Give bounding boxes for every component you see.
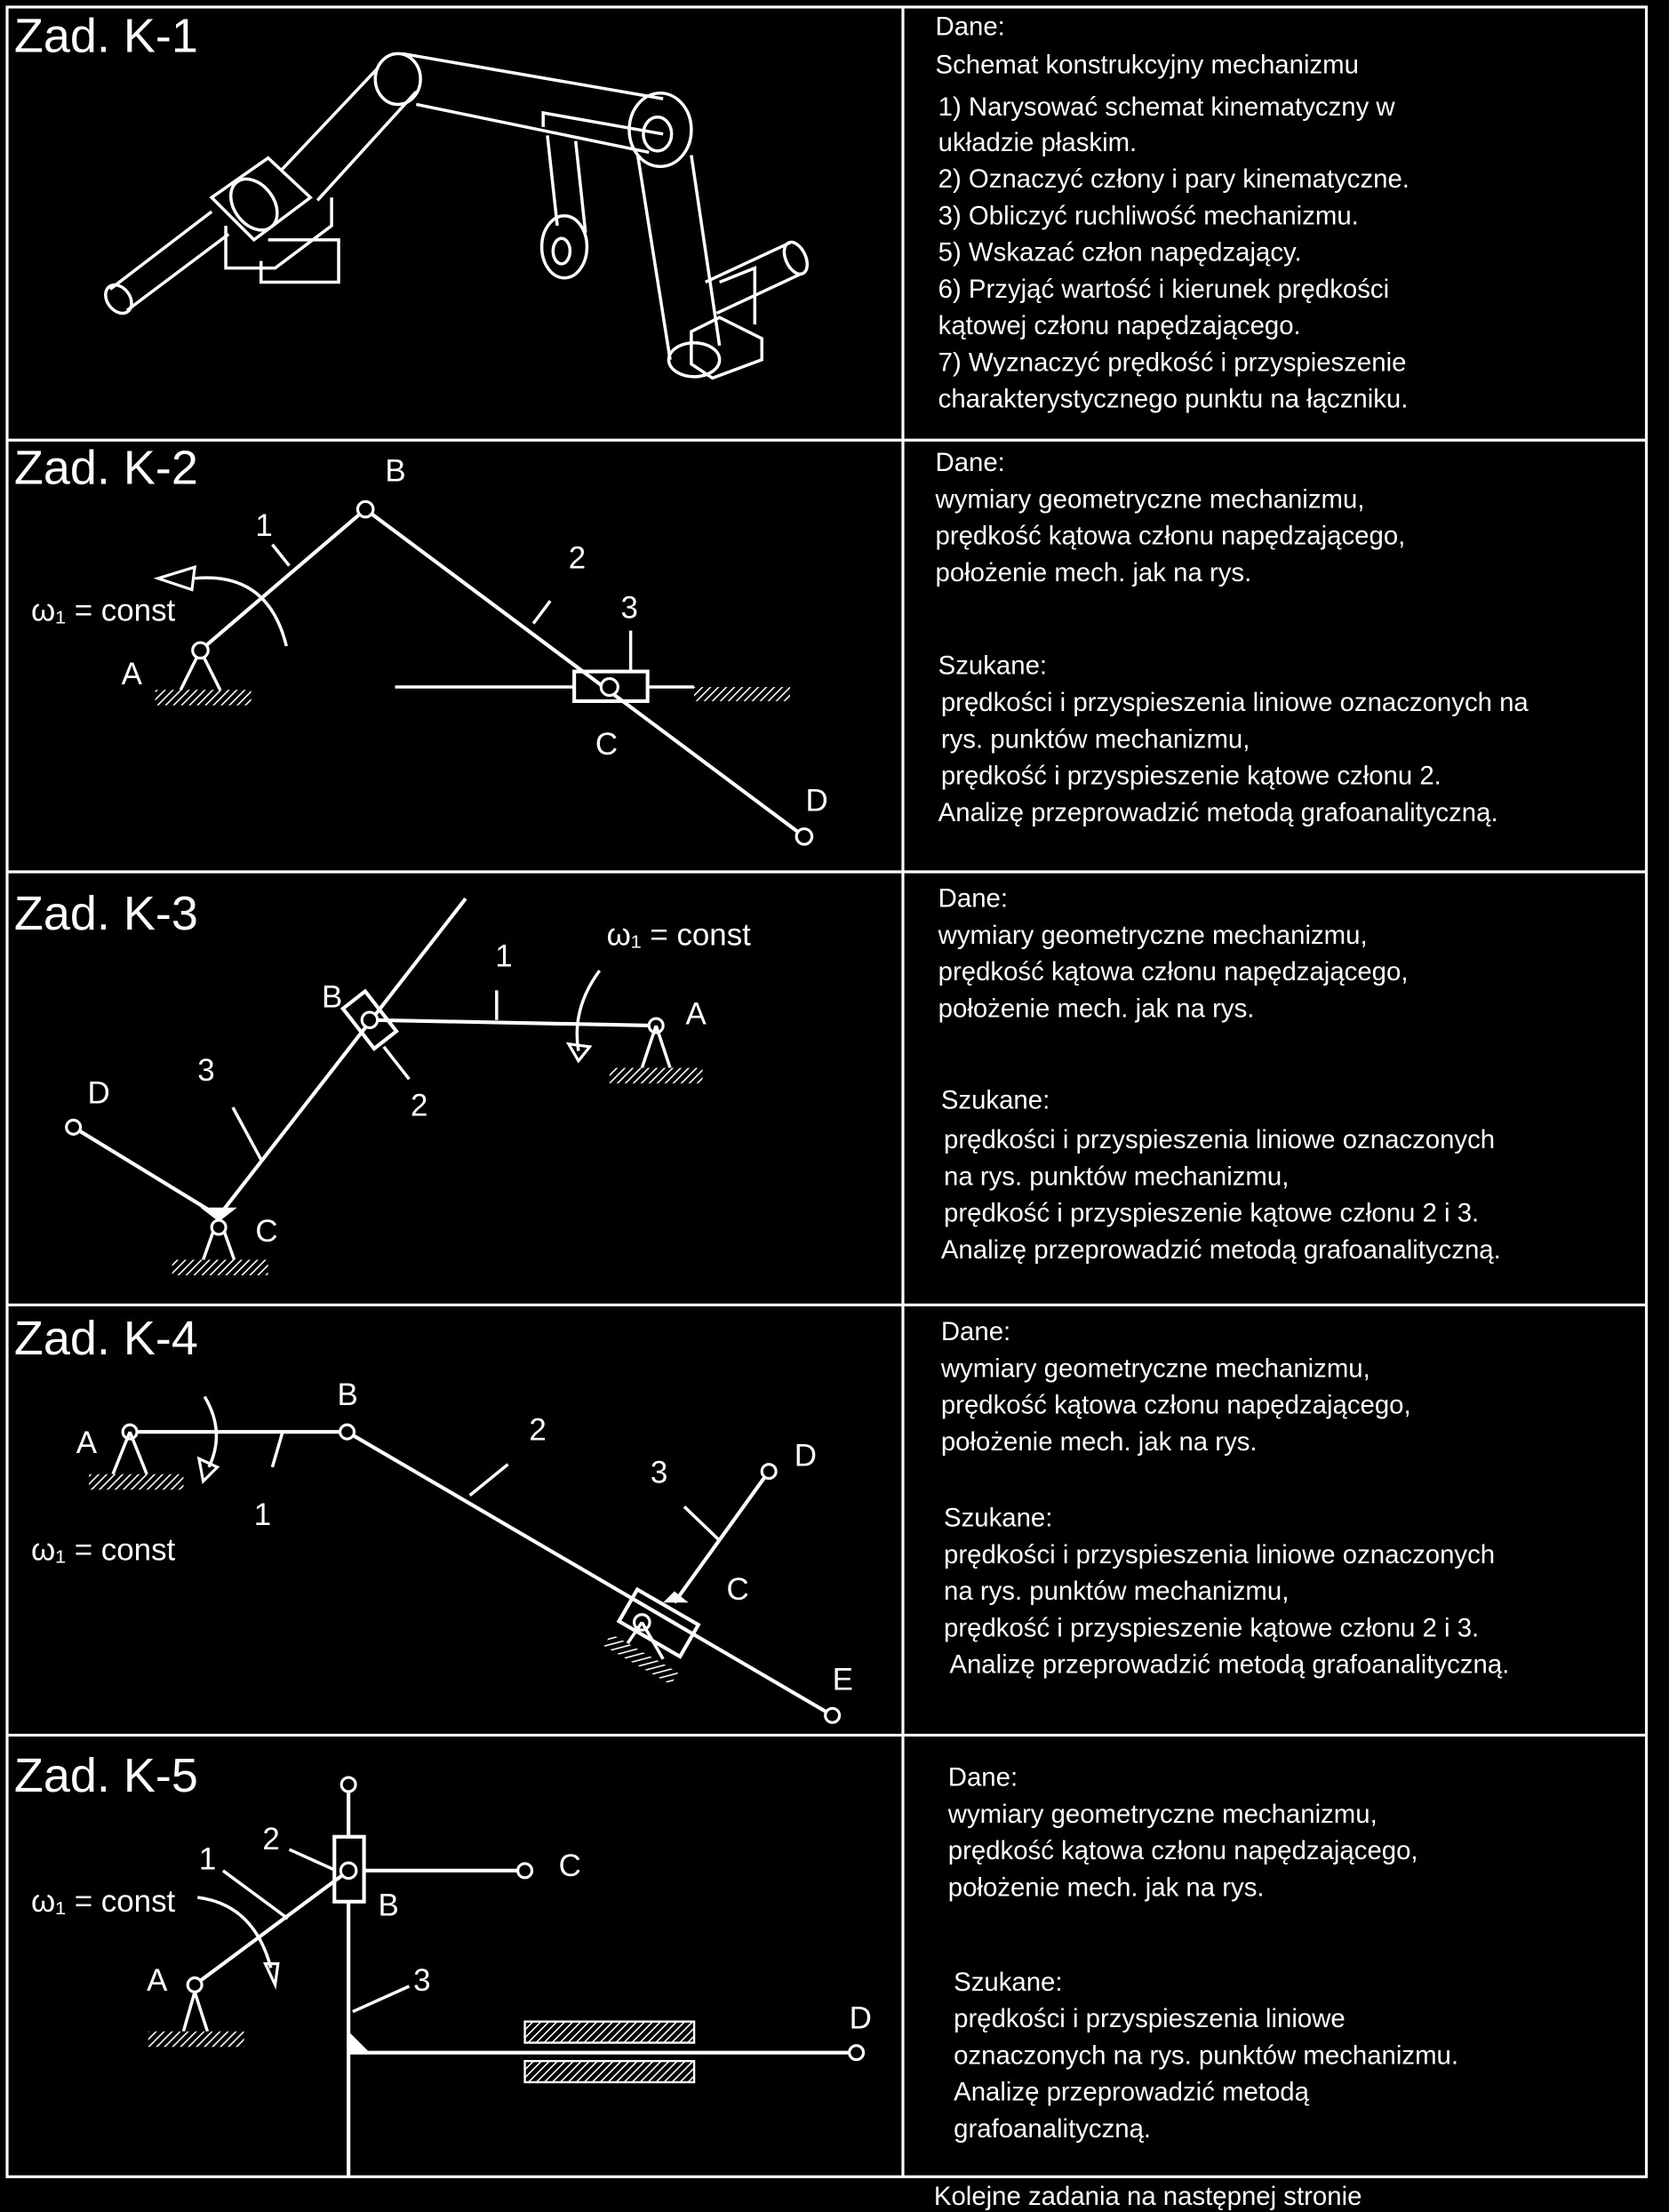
footer-note: Kolejne zadania na następnej stronie xyxy=(933,2182,1362,2212)
text-label: Schemat konstrukcyjny mechanizmu xyxy=(935,50,1359,80)
text-label: C xyxy=(726,1572,749,1608)
text-label: 3 xyxy=(197,1052,215,1088)
diagram-stroke xyxy=(569,1044,590,1061)
text-label: E xyxy=(832,1662,853,1697)
text-label: 3 xyxy=(650,1455,668,1490)
diagram-stroke xyxy=(553,238,570,264)
diagram-stroke xyxy=(525,2061,694,2082)
text-label: 1 xyxy=(253,1497,272,1532)
diagram-stroke xyxy=(199,1458,218,1481)
task-title-k3: Zad. K-3 xyxy=(13,887,198,941)
text-label: 7) Wyznaczyć prędkość i przyspieszenie xyxy=(938,347,1407,378)
diagram-stroke xyxy=(353,1986,409,2012)
text-label: B xyxy=(321,979,343,1015)
text-label: Analizę przeprowadzić metodą grafoanalityczną. xyxy=(949,1649,1510,1680)
diagram-stroke xyxy=(518,1864,532,1878)
diagram-stroke xyxy=(172,1260,268,1275)
diagram-stroke xyxy=(341,1777,355,1792)
diagram-stroke xyxy=(603,1633,678,1684)
diagram-stroke xyxy=(283,68,417,200)
diagram-stroke xyxy=(212,158,331,268)
diagram-stroke xyxy=(638,156,720,360)
diagram-stroke xyxy=(684,1506,720,1540)
diagram-stroke xyxy=(89,1474,183,1489)
text-label: 1) Narysować schemat kinematyczny w xyxy=(938,92,1395,123)
diagram-stroke xyxy=(542,216,587,278)
text-label: C xyxy=(255,1213,278,1249)
text-label: prędkość kątowa członu napędzającego, xyxy=(938,957,1409,987)
diagram-stroke xyxy=(610,1068,703,1083)
text-label: Dane: xyxy=(947,1762,1018,1793)
text-label: D xyxy=(849,2000,872,2036)
text-label: prędkość i przyspieszenie kątowe członu 2. xyxy=(940,761,1441,791)
text-label: 1 xyxy=(198,1841,217,1877)
text-label: Analizę przeprowadzić metodą grafoanalityczną. xyxy=(940,1234,1501,1265)
task-title-k1: Zad. K-1 xyxy=(13,9,198,63)
text-label: wymiary geometryczne mechanizmu, xyxy=(935,484,1365,515)
text-label: C xyxy=(595,727,619,763)
task-title-k2: Zad. K-2 xyxy=(13,441,198,495)
text-label: prędkości i przyspieszenia liniowe oznaczonych xyxy=(944,1539,1496,1569)
text-label: Szukane: xyxy=(938,651,1048,681)
diagram-stroke xyxy=(402,53,663,152)
text-label: wymiary geometryczne mechanizmu, xyxy=(938,920,1368,950)
diagram-stroke xyxy=(668,343,719,377)
ground-hatch xyxy=(694,687,790,701)
text-label: Szukane: xyxy=(944,1503,1053,1533)
diagram-stroke xyxy=(601,679,618,696)
diagram-stroke xyxy=(525,2022,694,2043)
text-label: prędkość kątowa członu napędzającego, xyxy=(947,1836,1418,1866)
diagram-stroke xyxy=(663,1592,689,1603)
text-label: oznaczonych na rys. punktów mechanizmu. xyxy=(954,2040,1459,2071)
k1-description xyxy=(935,12,1409,414)
text-label: prędkości i przyspieszenia liniowe oznaczonych na xyxy=(940,688,1529,718)
link-3 xyxy=(219,898,466,1216)
diagram-stroke xyxy=(375,53,420,104)
diagram-stroke xyxy=(826,1708,840,1722)
text-label: prędkość i przyspieszenie kątowe członu 2 i 3. xyxy=(944,1613,1480,1643)
text-label: wymiary geometryczne mechanizmu, xyxy=(947,1799,1378,1829)
text-label: D xyxy=(87,1075,110,1111)
text-label: na rys. punktów mechanizmu, xyxy=(944,1577,1290,1607)
text-label: D xyxy=(805,783,828,819)
text-label: Dane: xyxy=(935,448,1005,478)
text-label: położenie mech. jak na rys. xyxy=(947,1873,1265,1903)
text-label: Szukane: xyxy=(940,1085,1050,1115)
text-label: 2) Oznaczyć człony i pary kinematyczne. xyxy=(938,164,1409,195)
text-label: Dane: xyxy=(940,1317,1011,1347)
diagram-stroke xyxy=(74,1127,219,1216)
text-label: Szukane: xyxy=(954,1967,1063,1997)
diagram-stroke xyxy=(362,1012,377,1027)
text-label: 2 xyxy=(262,1822,280,1857)
text-label: A xyxy=(76,1425,98,1460)
text-label: 3 xyxy=(620,590,638,626)
text-label: 2 xyxy=(410,1088,428,1123)
diagram-stroke xyxy=(470,1465,508,1496)
task-title-k4: Zad. K-4 xyxy=(13,1311,198,1365)
task-title-k5: Zad. K-5 xyxy=(13,1748,198,1802)
k2-description xyxy=(934,448,1529,827)
text-label: prędkość i przyspieszenie kątowe członu 2 i 3. xyxy=(944,1198,1480,1228)
text-label: położenie mech. jak na rys. xyxy=(938,994,1255,1024)
diagram-stroke xyxy=(762,1465,776,1479)
diagram-k5-mechanism xyxy=(31,1777,872,2176)
text-label: 3 xyxy=(413,1962,431,1998)
text-label: kątowej członu napędzającego. xyxy=(938,311,1301,341)
text-label: 1 xyxy=(255,508,273,544)
diagram-stroke xyxy=(67,1120,81,1134)
k4-description xyxy=(940,1317,1509,1680)
text-label: charakterystycznego punktu na łączniku. xyxy=(938,384,1409,414)
text-label: 1 xyxy=(495,938,513,974)
diagram-stroke xyxy=(212,1220,226,1234)
diagram-stroke xyxy=(148,2032,244,2047)
diagram-stroke xyxy=(691,317,762,378)
text-label: A xyxy=(147,1962,168,1998)
text-label: prędkości i przyspieszenia liniowe xyxy=(954,2004,1346,2034)
diagram-stroke xyxy=(289,1849,332,1869)
diagram-stroke xyxy=(603,1633,678,1684)
diagram-stroke xyxy=(272,1433,282,1467)
diagram-stroke xyxy=(100,280,137,318)
diagram-stroke xyxy=(357,501,372,516)
diagram-k3-mechanism xyxy=(67,898,752,1275)
text-label: D xyxy=(794,1438,817,1473)
text-label: C xyxy=(558,1849,581,1884)
text-label: położenie mech. jak na rys. xyxy=(940,1426,1258,1457)
text-label: prędkość kątowa członu napędzającego, xyxy=(940,1390,1411,1420)
diagram-stroke xyxy=(158,567,195,589)
k5-description xyxy=(947,1763,1458,2144)
text-label: prędkości i przyspieszenia liniowe oznaczonych xyxy=(944,1125,1496,1155)
diagram-stroke xyxy=(850,2046,864,2060)
text-label: Dane: xyxy=(935,12,1005,42)
text-label: 2 xyxy=(529,1412,547,1448)
diagram-stroke xyxy=(221,170,287,238)
text-label: 3) Obliczyć ruchliwość mechanizmu. xyxy=(938,201,1359,231)
ground-hatch xyxy=(156,690,252,705)
diagram-stroke xyxy=(796,829,811,844)
link-2 xyxy=(347,1432,833,1715)
diagram-stroke xyxy=(533,601,550,623)
k3-description xyxy=(938,884,1501,1265)
text-label: 2 xyxy=(568,540,587,576)
text-label: 6) Przyjąć wartość i kierunek prędkości xyxy=(938,274,1390,304)
diagram-stroke xyxy=(348,2032,370,2053)
text-label: grafoanalityczną. xyxy=(954,2113,1152,2144)
diagram-k2-mechanism xyxy=(31,453,828,844)
text-label: Dane: xyxy=(938,883,1009,914)
text-label: A xyxy=(685,996,707,1032)
diagram-stroke xyxy=(183,1992,207,2031)
diagram-stroke xyxy=(193,643,208,658)
text-label: położenie mech. jak na rys. xyxy=(935,557,1252,587)
text-label: A xyxy=(121,656,142,691)
text-label: ω₁ = const xyxy=(30,1532,176,1568)
text-label: prędkość kątowa członu napędzającego, xyxy=(935,521,1406,551)
text-label: ω₁ = const xyxy=(30,1883,176,1919)
text-label: rys. punktów mechanizmu, xyxy=(940,724,1250,755)
diagram-stroke xyxy=(340,1425,355,1439)
link-3 xyxy=(675,1472,769,1603)
diagram-stroke xyxy=(384,1047,410,1080)
text-label: B xyxy=(337,1378,358,1413)
text-label: wymiary geometryczne mechanizmu, xyxy=(940,1354,1370,1384)
text-label: Analizę przeprowadzić metodą xyxy=(954,2077,1309,2107)
diagram-stroke xyxy=(188,1977,202,1992)
diagram-stroke xyxy=(577,970,599,1050)
link-1 xyxy=(370,1020,656,1026)
text-label: B xyxy=(385,453,406,489)
text-label: na rys. punktów mechanizmu, xyxy=(944,1162,1290,1192)
text-label: układzie płaskim. xyxy=(938,127,1138,157)
diagram-stroke xyxy=(261,240,339,283)
text-label: ω₁ = const xyxy=(606,917,751,953)
text-label: B xyxy=(378,1888,399,1923)
diagram-stroke xyxy=(272,545,289,566)
diagram-k4-mechanism xyxy=(31,1378,853,1722)
text-label: 5) Wskazać człon napędzający. xyxy=(938,237,1302,268)
diagram-stroke xyxy=(340,1863,355,1878)
text-label: ω₁ = const xyxy=(30,593,176,628)
diagram-k1-construction-scheme xyxy=(100,53,812,378)
diagram-stroke xyxy=(233,1107,261,1160)
text-label: Analizę przeprowadzić metodą grafoanalityczną. xyxy=(938,797,1498,827)
